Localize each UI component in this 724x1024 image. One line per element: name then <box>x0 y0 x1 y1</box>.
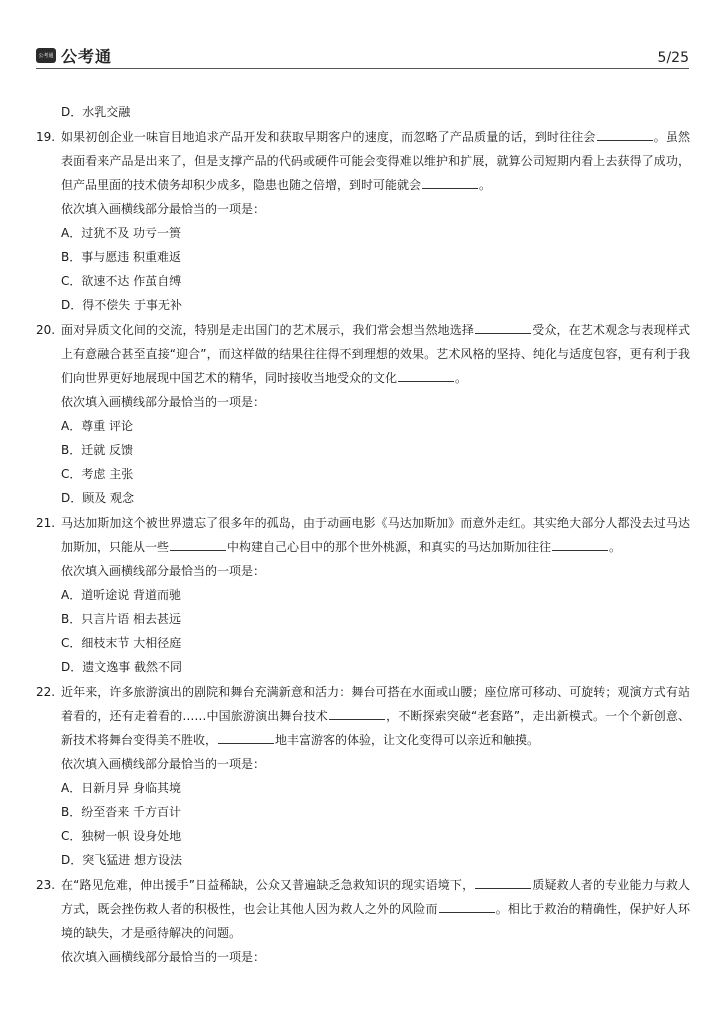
question-number: 19. <box>36 130 56 144</box>
question-text: 面对异质文化间的交流，特别是走出国门的艺术展示，我们常会想当然地选择 受众，在艺术观念与表现样式上有意融合甚至直接“迎合”，而这样做的结果往往得不到理想的效果。艺术风格的坚持、纯化与适度包容，更有利于我们向世界更好地展现中国艺术的精华，同时接收当地受众的文化 。 <box>61 323 690 385</box>
option: B．迁就 反馈 <box>61 443 134 457</box>
option: C．细枝末节 大相径庭 <box>61 636 182 650</box>
instruction: 依次填入画横线部分最恰当的一项是： <box>61 395 266 409</box>
page-header <box>36 40 689 70</box>
option: D．顾及 观念 <box>61 491 135 505</box>
option: A．过犹不及 功亏一篑 <box>61 226 182 240</box>
option: D．水乳交融 <box>61 105 131 119</box>
blank-line <box>329 707 385 720</box>
blank-line <box>170 538 226 551</box>
question-number: 22. <box>36 685 56 699</box>
blank-line <box>597 128 653 141</box>
option: A．尊重 评论 <box>61 419 134 433</box>
blank-line <box>422 176 478 189</box>
question-number: 23. <box>36 878 56 892</box>
page-number: 5/25 <box>657 50 689 66</box>
option: C．欲速不达 作茧自缚 <box>61 274 182 288</box>
blank-line <box>218 731 274 744</box>
blank-line <box>552 538 608 551</box>
question-number: 20. <box>36 323 56 337</box>
logo <box>36 44 112 67</box>
option: C．独树一帜 设身处地 <box>61 829 182 843</box>
question-text: 马达加斯加这个被世界遗忘了很多年的孤岛，由于动画电影《马达加斯加》而意外走红。其实绝大部分人都没去过马达加斯加，只能从一些 中构建自己心目中的那个世外桃源，和真实的马达加斯加往往 。 <box>61 516 690 554</box>
blank-line <box>398 369 454 382</box>
option: D．突飞猛进 想方设法 <box>61 853 183 867</box>
option: B．事与愿违 积重难返 <box>61 250 182 264</box>
option: B．只言片语 相去甚远 <box>61 612 182 626</box>
question-21 <box>36 511 690 559</box>
document-body <box>36 100 690 969</box>
instruction: 依次填入画横线部分最恰当的一项是： <box>61 564 266 578</box>
blank-line <box>475 876 531 889</box>
option: D．遗文逸事 截然不同 <box>61 660 183 674</box>
option: C．考虑 主张 <box>61 467 134 481</box>
question-number: 21. <box>36 516 56 530</box>
instruction: 依次填入画横线部分最恰当的一项是： <box>61 757 266 771</box>
header-divider <box>36 68 689 69</box>
option: A．道听途说 背道而驰 <box>61 588 182 602</box>
question-text: 近年来，许多旅游演出的剧院和舞台充满新意和活力：舞台可搭在水面或山腰；座位席可移动、可旋转；观演方式有站着看的，还有走着看的……中国旅游演出舞台技术 ，不断探索突破“老套路”，走出新模式。一个个新创意、新技术将舞台变得美不胜收， 地丰富游客的体验，让文化变得可以亲近和触摸。 <box>61 685 690 747</box>
question-19 <box>36 125 690 197</box>
instruction: 依次填入画横线部分最恰当的一项是： <box>61 950 266 964</box>
question-20 <box>36 318 690 390</box>
question-text: 在“路见危难，伸出援手”日益稀缺，公众又普遍缺乏急救知识的现实语境下， 质疑救人者的专业能力与救人方式，既会挫伤救人者的积极性，也会让其他人因为救人之外的风险而 。相比于救治的精确性，保护好人环境的缺失，才是亟待解决的问题。 <box>61 878 690 940</box>
question-22 <box>36 680 690 752</box>
blank-line <box>475 321 531 334</box>
option: B．纷至沓来 千方百计 <box>61 805 182 819</box>
question-23 <box>36 873 690 945</box>
logo-text: 公考通 <box>61 47 113 66</box>
blank-line <box>439 900 495 913</box>
logo-badge-icon: 公考通 <box>36 48 56 63</box>
instruction: 依次填入画横线部分最恰当的一项是： <box>61 202 266 216</box>
question-text: 如果初创企业一味盲目地追求产品开发和获取早期客户的速度，而忽略了产品质量的话，到时往往会 。虽然表面看来产品是出来了，但是支撑产品的代码或硬件可能会变得难以维护和扩展，就算公司短期内看上去获得了成功，但产品里面的技术债务却积少成多，隐患也随之倍增，到时可能就会 。 <box>61 130 690 192</box>
option: D．得不偿失 于事无补 <box>61 298 183 312</box>
option: A．日新月异 身临其境 <box>61 781 182 795</box>
